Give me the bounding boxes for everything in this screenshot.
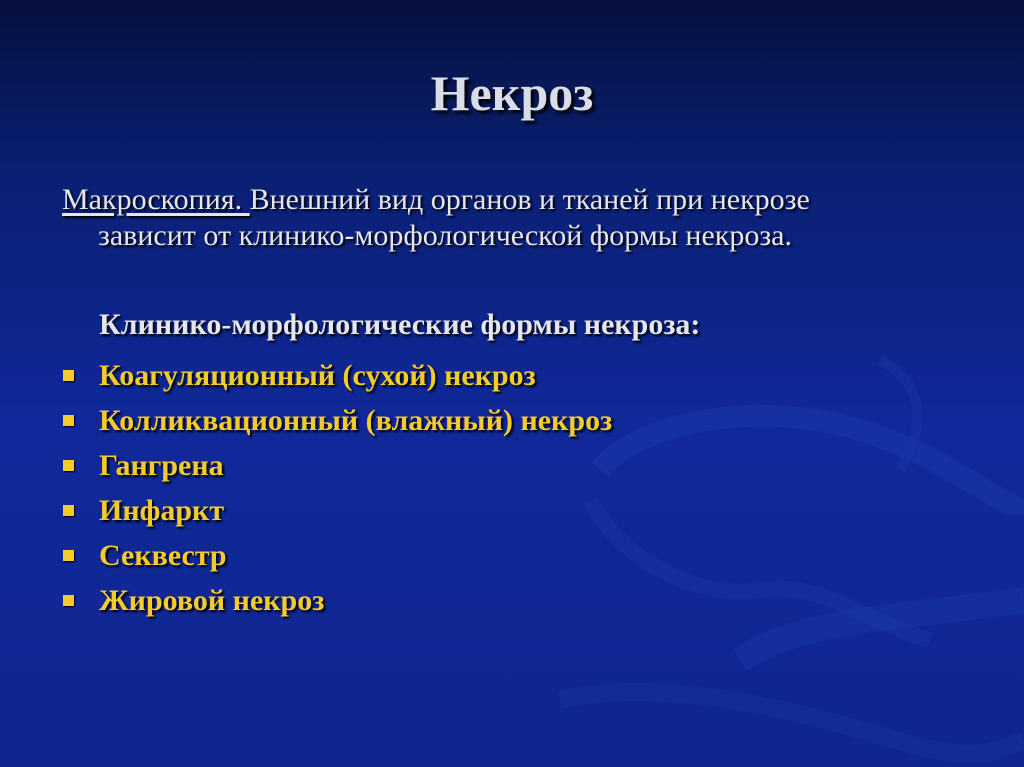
- forms-list: [60, 355, 612, 625]
- intro-line-2: зависит от клинико-морфологической формы некроза.: [98, 219, 792, 252]
- square-bullet-icon: [63, 415, 74, 426]
- list-item-label: Инфаркт: [99, 494, 225, 527]
- list-item-label: Гангрена: [99, 449, 224, 482]
- intro-paragraph: [62, 182, 972, 254]
- intro-lead-underlined: Макроскопия.: [62, 183, 250, 216]
- list-item: [60, 355, 612, 400]
- list-item-label: Колликвационный (влажный) некроз: [99, 404, 613, 437]
- square-bullet-icon: [63, 595, 74, 606]
- list-item: [60, 580, 612, 625]
- square-bullet-icon: [63, 460, 74, 471]
- intro-rest: Внешний вид органов и тканей при некрозе: [249, 183, 810, 216]
- list-item: [60, 445, 612, 490]
- list-item: [60, 490, 612, 535]
- list-item: [60, 535, 612, 580]
- square-bullet-icon: [63, 550, 74, 561]
- list-item-label: Секвестр: [99, 539, 227, 572]
- list-item-label: Жировой некроз: [99, 584, 325, 617]
- square-bullet-icon: [63, 370, 74, 381]
- forms-subheading: Клинико-морфологические формы некроза:: [99, 308, 701, 341]
- list-item: [60, 400, 612, 445]
- list-item-label: Коагуляционный (сухой) некроз: [99, 359, 536, 392]
- slide-title: Некроз: [430, 65, 594, 121]
- square-bullet-icon: [63, 505, 74, 516]
